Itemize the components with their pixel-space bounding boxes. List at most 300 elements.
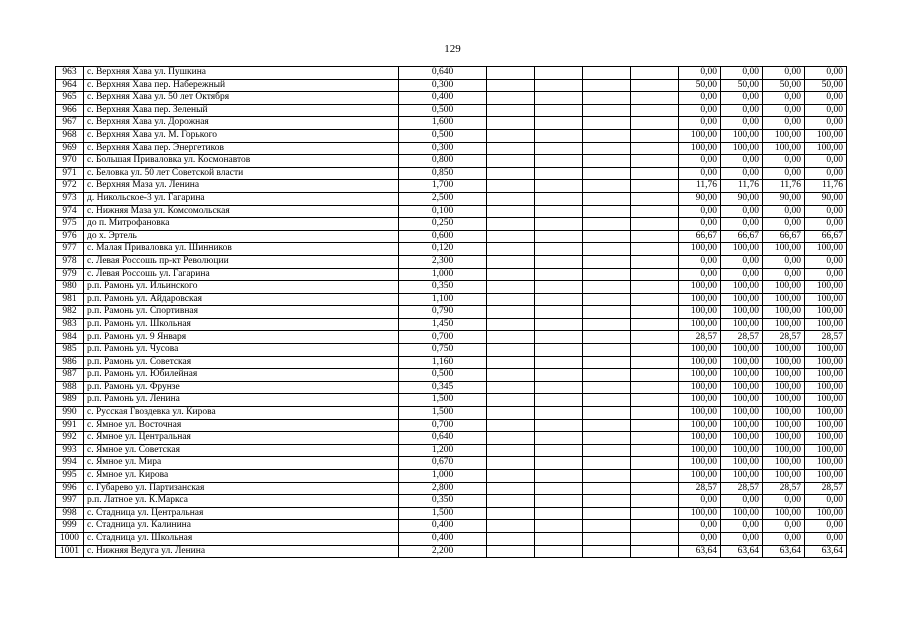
- road-length: 1,160: [399, 356, 487, 369]
- percent-value: 100,00: [805, 344, 847, 357]
- empty-cell: [583, 318, 631, 331]
- empty-cell: [583, 444, 631, 457]
- row-number: 993: [56, 444, 84, 457]
- empty-cell: [487, 243, 535, 256]
- empty-cell: [631, 457, 679, 470]
- row-number: 980: [56, 281, 84, 294]
- road-length: 0,750: [399, 344, 487, 357]
- empty-cell: [487, 218, 535, 231]
- percent-value: 100,00: [805, 381, 847, 394]
- empty-cell: [535, 218, 583, 231]
- row-number: 1001: [56, 545, 84, 558]
- percent-value: 0,00: [679, 255, 721, 268]
- road-name: р.п. Рамонь ул. Айдаровская: [84, 293, 399, 306]
- empty-cell: [631, 369, 679, 382]
- road-length: 0,250: [399, 218, 487, 231]
- percent-value: 66,67: [763, 230, 805, 243]
- percent-value: 11,76: [721, 180, 763, 193]
- empty-cell: [583, 369, 631, 382]
- empty-cell: [631, 205, 679, 218]
- percent-value: 28,57: [721, 331, 763, 344]
- percent-value: 100,00: [763, 318, 805, 331]
- road-name: до х. Эртель: [84, 230, 399, 243]
- table-row: [56, 293, 847, 306]
- empty-cell: [535, 444, 583, 457]
- road-name: с. Русская Гвоздевка ул. Кирова: [84, 407, 399, 420]
- page-number: 129: [444, 43, 461, 55]
- percent-value: 100,00: [805, 394, 847, 407]
- percent-value: 100,00: [721, 306, 763, 319]
- empty-cell: [535, 495, 583, 508]
- percent-value: 100,00: [763, 470, 805, 483]
- percent-value: 0,00: [805, 532, 847, 545]
- table-row: [56, 243, 847, 256]
- percent-value: 100,00: [805, 142, 847, 155]
- table-row: [56, 432, 847, 445]
- empty-cell: [487, 419, 535, 432]
- road-length: 0,500: [399, 129, 487, 142]
- percent-value: 0,00: [763, 92, 805, 105]
- percent-value: 50,00: [763, 79, 805, 92]
- road-name: до п. Митрофановка: [84, 218, 399, 231]
- row-number: 966: [56, 104, 84, 117]
- empty-cell: [583, 117, 631, 130]
- empty-cell: [487, 129, 535, 142]
- road-length: 1,000: [399, 268, 487, 281]
- empty-cell: [487, 444, 535, 457]
- road-length: 0,345: [399, 381, 487, 394]
- empty-cell: [487, 495, 535, 508]
- empty-cell: [583, 104, 631, 117]
- percent-value: 100,00: [679, 129, 721, 142]
- road-name: с. Ямное ул. Восточная: [84, 419, 399, 432]
- table-row: [56, 495, 847, 508]
- table-row: [56, 407, 847, 420]
- road-name: с. Верхняя Маза ул. Ленина: [84, 180, 399, 193]
- table-row: [56, 356, 847, 369]
- empty-cell: [535, 407, 583, 420]
- empty-cell: [535, 92, 583, 105]
- percent-value: 0,00: [805, 67, 847, 80]
- percent-value: 100,00: [763, 142, 805, 155]
- percent-value: 100,00: [763, 243, 805, 256]
- percent-value: 0,00: [679, 495, 721, 508]
- percent-value: 100,00: [805, 243, 847, 256]
- empty-cell: [487, 167, 535, 180]
- percent-value: 100,00: [763, 344, 805, 357]
- road-length: 0,800: [399, 155, 487, 168]
- empty-cell: [535, 369, 583, 382]
- empty-cell: [631, 419, 679, 432]
- road-length: 0,400: [399, 520, 487, 533]
- percent-value: 0,00: [763, 495, 805, 508]
- table-row: [56, 381, 847, 394]
- road-name: р.п. Рамонь ул. Ленина: [84, 394, 399, 407]
- road-length: 0,400: [399, 92, 487, 105]
- percent-value: 100,00: [679, 356, 721, 369]
- empty-cell: [583, 268, 631, 281]
- empty-cell: [487, 344, 535, 357]
- empty-cell: [631, 167, 679, 180]
- road-name: с. Верхняя Хава ул. Пушкина: [84, 67, 399, 80]
- empty-cell: [535, 545, 583, 558]
- road-name: с. Большая Приваловка ул. Космонавтов: [84, 155, 399, 168]
- percent-value: 0,00: [721, 495, 763, 508]
- road-length: 0,100: [399, 205, 487, 218]
- road-length: 0,350: [399, 281, 487, 294]
- road-length: 0,850: [399, 167, 487, 180]
- empty-cell: [631, 218, 679, 231]
- empty-cell: [535, 281, 583, 294]
- percent-value: 0,00: [805, 495, 847, 508]
- table-row: [56, 482, 847, 495]
- row-number: 988: [56, 381, 84, 394]
- percent-value: 100,00: [763, 281, 805, 294]
- empty-cell: [631, 394, 679, 407]
- percent-value: 0,00: [721, 268, 763, 281]
- percent-value: 11,76: [679, 180, 721, 193]
- percent-value: 0,00: [679, 155, 721, 168]
- road-length: 0,350: [399, 495, 487, 508]
- percent-value: 100,00: [763, 432, 805, 445]
- empty-cell: [583, 67, 631, 80]
- percent-value: 100,00: [805, 356, 847, 369]
- percent-value: 66,67: [805, 230, 847, 243]
- empty-cell: [487, 117, 535, 130]
- row-number: 975: [56, 218, 84, 231]
- empty-cell: [583, 457, 631, 470]
- percent-value: 100,00: [679, 318, 721, 331]
- percent-value: 50,00: [721, 79, 763, 92]
- empty-cell: [631, 281, 679, 294]
- row-number: 974: [56, 205, 84, 218]
- empty-cell: [583, 470, 631, 483]
- empty-cell: [487, 205, 535, 218]
- percent-value: 11,76: [805, 180, 847, 193]
- percent-value: 0,00: [805, 268, 847, 281]
- road-name: р.п. Латное ул. К.Маркса: [84, 495, 399, 508]
- empty-cell: [535, 243, 583, 256]
- percent-value: 100,00: [721, 293, 763, 306]
- road-length: 0,600: [399, 230, 487, 243]
- percent-value: 28,57: [763, 482, 805, 495]
- row-number: 969: [56, 142, 84, 155]
- percent-value: 100,00: [721, 419, 763, 432]
- table-row: [56, 470, 847, 483]
- empty-cell: [583, 243, 631, 256]
- table-row: [56, 104, 847, 117]
- percent-value: 66,67: [679, 230, 721, 243]
- empty-cell: [631, 243, 679, 256]
- empty-cell: [631, 344, 679, 357]
- road-name: д. Никольское-3 ул. Гагарина: [84, 192, 399, 205]
- percent-value: 0,00: [763, 520, 805, 533]
- empty-cell: [583, 407, 631, 420]
- percent-value: 100,00: [805, 129, 847, 142]
- empty-cell: [487, 306, 535, 319]
- percent-value: 0,00: [679, 104, 721, 117]
- percent-value: 0,00: [721, 67, 763, 80]
- empty-cell: [583, 507, 631, 520]
- percent-value: 100,00: [679, 281, 721, 294]
- table-row: [56, 394, 847, 407]
- empty-cell: [487, 92, 535, 105]
- empty-cell: [487, 545, 535, 558]
- percent-value: 100,00: [679, 419, 721, 432]
- empty-cell: [583, 155, 631, 168]
- percent-value: 0,00: [805, 92, 847, 105]
- empty-cell: [487, 192, 535, 205]
- percent-value: 0,00: [805, 155, 847, 168]
- row-number: 996: [56, 482, 84, 495]
- percent-value: 0,00: [805, 167, 847, 180]
- empty-cell: [535, 394, 583, 407]
- empty-cell: [535, 457, 583, 470]
- table-row: [56, 142, 847, 155]
- percent-value: 100,00: [679, 306, 721, 319]
- percent-value: 0,00: [721, 117, 763, 130]
- empty-cell: [631, 67, 679, 80]
- row-number: 989: [56, 394, 84, 407]
- empty-cell: [487, 79, 535, 92]
- percent-value: 100,00: [679, 293, 721, 306]
- table-row: [56, 167, 847, 180]
- percent-value: 100,00: [721, 281, 763, 294]
- empty-cell: [487, 293, 535, 306]
- percent-value: 0,00: [679, 205, 721, 218]
- empty-cell: [583, 205, 631, 218]
- percent-value: 100,00: [763, 407, 805, 420]
- empty-cell: [535, 192, 583, 205]
- empty-cell: [487, 507, 535, 520]
- road-length: 1,600: [399, 117, 487, 130]
- empty-cell: [487, 532, 535, 545]
- empty-cell: [535, 432, 583, 445]
- percent-value: 100,00: [805, 293, 847, 306]
- percent-value: 100,00: [763, 293, 805, 306]
- road-length: 1,500: [399, 507, 487, 520]
- percent-value: 100,00: [805, 407, 847, 420]
- percent-value: 90,00: [721, 192, 763, 205]
- empty-cell: [583, 394, 631, 407]
- row-number: 985: [56, 344, 84, 357]
- row-number: 998: [56, 507, 84, 520]
- empty-cell: [583, 482, 631, 495]
- percent-value: 100,00: [679, 369, 721, 382]
- percent-value: 0,00: [763, 255, 805, 268]
- empty-cell: [535, 381, 583, 394]
- road-name: р.п. Рамонь ул. Фрунзе: [84, 381, 399, 394]
- table-row: [56, 306, 847, 319]
- row-number: 979: [56, 268, 84, 281]
- table-row: [56, 457, 847, 470]
- percent-value: 0,00: [805, 520, 847, 533]
- empty-cell: [631, 318, 679, 331]
- percent-value: 28,57: [721, 482, 763, 495]
- percent-value: 100,00: [679, 470, 721, 483]
- percent-value: 0,00: [721, 218, 763, 231]
- percent-value: 100,00: [679, 243, 721, 256]
- road-name: с. Ямное ул. Кирова: [84, 470, 399, 483]
- row-number: 973: [56, 192, 84, 205]
- percent-value: 0,00: [679, 268, 721, 281]
- empty-cell: [583, 192, 631, 205]
- road-length: 0,700: [399, 331, 487, 344]
- percent-value: 100,00: [721, 444, 763, 457]
- table-row: [56, 545, 847, 558]
- percent-value: 100,00: [805, 318, 847, 331]
- percent-value: 100,00: [679, 507, 721, 520]
- road-length: 0,700: [399, 419, 487, 432]
- empty-cell: [631, 117, 679, 130]
- empty-cell: [631, 255, 679, 268]
- percent-value: 100,00: [721, 129, 763, 142]
- road-name: с. Верхняя Хава пер. Зеленый: [84, 104, 399, 117]
- roads-table: [55, 66, 847, 558]
- table-row: [56, 331, 847, 344]
- empty-cell: [535, 532, 583, 545]
- percent-value: 100,00: [805, 306, 847, 319]
- percent-value: 90,00: [679, 192, 721, 205]
- empty-cell: [583, 545, 631, 558]
- empty-cell: [631, 129, 679, 142]
- empty-cell: [535, 507, 583, 520]
- empty-cell: [583, 281, 631, 294]
- table-row: [56, 444, 847, 457]
- road-length: 0,670: [399, 457, 487, 470]
- road-length: 2,300: [399, 255, 487, 268]
- percent-value: 11,76: [763, 180, 805, 193]
- percent-value: 100,00: [679, 344, 721, 357]
- percent-value: 100,00: [805, 369, 847, 382]
- empty-cell: [535, 167, 583, 180]
- percent-value: 0,00: [679, 520, 721, 533]
- road-name: с. Ямное ул. Мира: [84, 457, 399, 470]
- row-number: 992: [56, 432, 84, 445]
- empty-cell: [487, 394, 535, 407]
- empty-cell: [631, 407, 679, 420]
- empty-cell: [583, 356, 631, 369]
- empty-cell: [583, 129, 631, 142]
- percent-value: 100,00: [763, 381, 805, 394]
- empty-cell: [583, 167, 631, 180]
- empty-cell: [535, 520, 583, 533]
- percent-value: 0,00: [679, 532, 721, 545]
- empty-cell: [535, 129, 583, 142]
- empty-cell: [487, 369, 535, 382]
- empty-cell: [583, 92, 631, 105]
- empty-cell: [535, 142, 583, 155]
- empty-cell: [487, 381, 535, 394]
- road-length: 2,800: [399, 482, 487, 495]
- percent-value: 63,64: [721, 545, 763, 558]
- table-row: [56, 230, 847, 243]
- percent-value: 100,00: [763, 507, 805, 520]
- empty-cell: [583, 293, 631, 306]
- row-number: 994: [56, 457, 84, 470]
- table-row: [56, 507, 847, 520]
- empty-cell: [631, 306, 679, 319]
- empty-cell: [631, 155, 679, 168]
- percent-value: 0,00: [763, 167, 805, 180]
- empty-cell: [583, 495, 631, 508]
- empty-cell: [535, 205, 583, 218]
- table-row: [56, 117, 847, 130]
- percent-value: 100,00: [721, 507, 763, 520]
- percent-value: 0,00: [679, 167, 721, 180]
- percent-value: 100,00: [805, 507, 847, 520]
- empty-cell: [631, 230, 679, 243]
- empty-cell: [535, 79, 583, 92]
- empty-cell: [535, 255, 583, 268]
- empty-cell: [583, 419, 631, 432]
- empty-cell: [535, 419, 583, 432]
- road-name: р.п. Рамонь ул. Юбилейная: [84, 369, 399, 382]
- empty-cell: [535, 67, 583, 80]
- percent-value: 0,00: [721, 155, 763, 168]
- empty-cell: [535, 482, 583, 495]
- table-row: [56, 255, 847, 268]
- empty-cell: [487, 520, 535, 533]
- road-name: р.п. Рамонь ул. Чусова: [84, 344, 399, 357]
- empty-cell: [583, 230, 631, 243]
- percent-value: 100,00: [679, 394, 721, 407]
- road-length: 1,200: [399, 444, 487, 457]
- percent-value: 0,00: [763, 104, 805, 117]
- percent-value: 0,00: [679, 67, 721, 80]
- percent-value: 100,00: [721, 344, 763, 357]
- percent-value: 0,00: [763, 67, 805, 80]
- row-number: 983: [56, 318, 84, 331]
- percent-value: 100,00: [805, 419, 847, 432]
- table-row: [56, 281, 847, 294]
- road-name: с. Верхняя Хава пер. Набережный: [84, 79, 399, 92]
- empty-cell: [535, 155, 583, 168]
- row-number: 990: [56, 407, 84, 420]
- empty-cell: [583, 142, 631, 155]
- percent-value: 100,00: [679, 142, 721, 155]
- empty-cell: [535, 104, 583, 117]
- percent-value: 100,00: [763, 369, 805, 382]
- percent-value: 28,57: [805, 482, 847, 495]
- empty-cell: [487, 230, 535, 243]
- road-name: с. Левая Россошь пр-кт Революции: [84, 255, 399, 268]
- empty-cell: [535, 318, 583, 331]
- road-name: р.п. Рамонь ул. Школьная: [84, 318, 399, 331]
- percent-value: 63,64: [805, 545, 847, 558]
- row-number: 999: [56, 520, 84, 533]
- percent-value: 100,00: [721, 381, 763, 394]
- percent-value: 100,00: [805, 444, 847, 457]
- table-row: [56, 67, 847, 80]
- row-number: 976: [56, 230, 84, 243]
- empty-cell: [631, 495, 679, 508]
- road-length: 0,790: [399, 306, 487, 319]
- row-number: 977: [56, 243, 84, 256]
- road-length: 1,500: [399, 394, 487, 407]
- percent-value: 100,00: [721, 470, 763, 483]
- percent-value: 100,00: [679, 381, 721, 394]
- road-name: с. Ямное ул. Центральная: [84, 432, 399, 445]
- empty-cell: [631, 356, 679, 369]
- road-name: с. Губарево ул. Партизанская: [84, 482, 399, 495]
- empty-cell: [631, 180, 679, 193]
- percent-value: 0,00: [805, 117, 847, 130]
- percent-value: 0,00: [805, 205, 847, 218]
- row-number: 978: [56, 255, 84, 268]
- percent-value: 0,00: [679, 92, 721, 105]
- empty-cell: [487, 180, 535, 193]
